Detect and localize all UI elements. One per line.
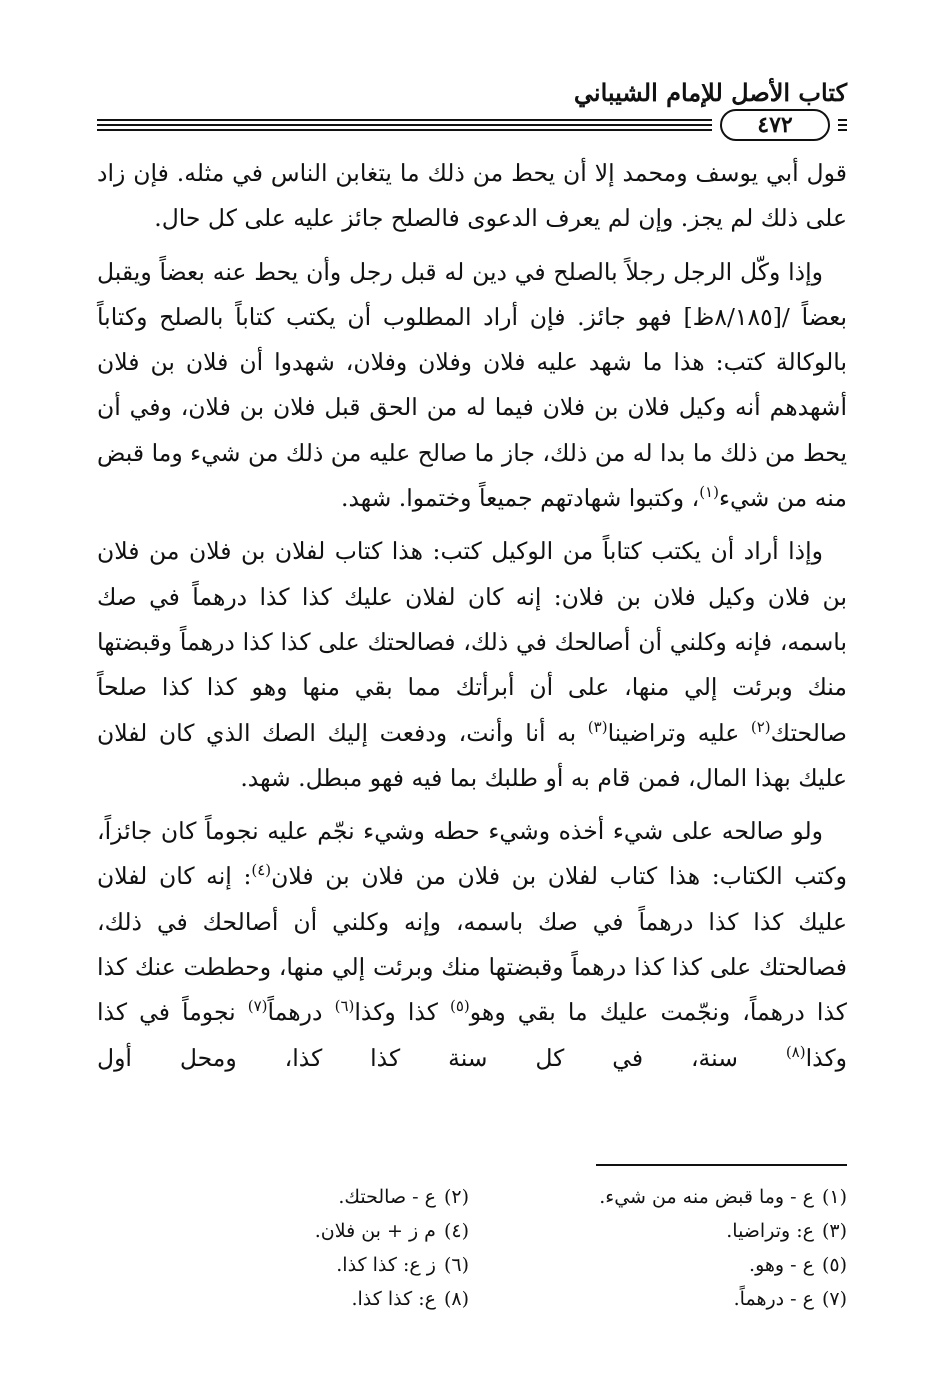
- footnote-number: (٢): [443, 1186, 469, 1208]
- footnote-row: [97, 1282, 847, 1316]
- paragraph-3-text-c: به أنا وأنت، ودفعت إليك الصك الذي كان لفلان عليك بهذا المال، فمن قام به أو طلبك بما فيه فهو مبطل. شهد.: [97, 718, 847, 792]
- footnote-2: [338, 1180, 469, 1214]
- footnote-text: ع: وتراضيا.: [726, 1220, 814, 1242]
- paragraph-1: [97, 151, 847, 242]
- footnote-ref-6: (٦): [334, 997, 355, 1016]
- footnote-5: [749, 1248, 847, 1282]
- footnote-number: (٦): [443, 1254, 469, 1276]
- footnote-6: [336, 1248, 469, 1282]
- paragraph-3: [97, 529, 847, 801]
- paragraph-4-text-f: سنة، في كل سنة كذا كذا، ومحل أول: [97, 1043, 786, 1072]
- footnote-number: (٨): [443, 1288, 469, 1310]
- footnote-text: ز ع: كذا كذا.: [336, 1254, 436, 1276]
- footnote-number: (٧): [821, 1288, 847, 1310]
- footnote-text: ع - درهماً.: [733, 1288, 814, 1310]
- paragraph-3-text-b: عليه وتراضينا: [607, 718, 751, 747]
- paragraph-4-text-d: درهماً: [267, 998, 335, 1027]
- paragraph-4: [97, 809, 847, 1081]
- footnote-text: ع - وهو.: [749, 1254, 814, 1276]
- running-header-title: كتاب الأصل للإمام الشيباني: [573, 78, 847, 107]
- paragraph-4-text-b: : إنه كان لفلان عليك كذا كذا درهماً في صك باسمه، وإنه وكلني أن أصالحك في ذلك، فصالحتك على كذا كذا درهماً وقبضتها منك وبرئت إلي منها، وحططت عنك كذا كذا درهماً، ونجّمت عليك ما بقي وهو: [97, 862, 847, 1027]
- footnote-text: ع: كذا كذا.: [351, 1288, 436, 1310]
- paragraph-3-text-a: وإذا أراد أن يكتب كتاباً من الوكيل كتب: هذا كتاب لفلان بن فلان من فلان بن فلان وكيل فلان بن فلان: إنه كان لفلان عليك كذا كذا درهماً في صك باسمه، فإنه وكلني أن أصالحك في ذلك، فصالحتك على كذا كذا درهماً وقبضتها منك وبرئت إلي منها، على أن أبرأتك مما بقي منها وهو كذا كذا صلحاً صالحتك: [97, 537, 847, 747]
- footnote-ref-1: (١): [699, 483, 719, 502]
- footnote-ref-3: (٣): [587, 717, 608, 736]
- footnote-ref-2: (٢): [750, 717, 771, 736]
- paragraph-1-text: قول أبي يوسف ومحمد إلا أن يحط من ذلك ما يتغابن الناس في مثله. فإن زاد على ذلك لم يجز. وإن لم يعرف الدعوى فالصلح جائز عليه على كل حال.: [97, 159, 847, 233]
- footnote-number: (١): [821, 1186, 847, 1208]
- footnote-number: (٤): [443, 1220, 469, 1242]
- footnote-text: ع - وما قبض منه من شيء.: [599, 1186, 814, 1208]
- paragraph-2-text-b: ، وكتبوا شهادتهم جميعاً وختموا. شهد.: [340, 484, 700, 513]
- footnote-8: [351, 1282, 469, 1316]
- footnote-ref-7: (٧): [247, 997, 268, 1016]
- page-number-frame: [712, 108, 838, 140]
- footnotes: [97, 1180, 847, 1316]
- footnote-text: م ز + بن فلان.: [314, 1220, 436, 1242]
- footnote-ref-8: (٨): [785, 1042, 806, 1061]
- paragraph-2: [97, 250, 847, 522]
- footnote-number: (٥): [821, 1254, 847, 1276]
- page-number: ٤٧٢: [720, 109, 830, 141]
- paragraph-2-text-a: وإذا وكّل الرجل رجلاً بالصلح في دين له قبل رجل وأن يحط عنه بعضاً ويقبل بعضاً /[٨/١٨٥ظ] فهو جائز. فإن أراد المطلوب أن يكتب كتاباً بالصلح وكتاباً بالوكالة كتب: هذا ما شهد عليه فلان وفلان وفلان، شهدوا أن فلان بن فلان أشهدهم أنه وكيل فلان بن فلان فيما له من الحق قبل فلان بن فلان، وفي أن يحط من ذلك ما بدا له من ذلك، جاز ما صالح عليه من ذلك من شيء وما قبض منه من شيء: [97, 257, 847, 513]
- footnote-text: ع - صالحتك.: [338, 1186, 436, 1208]
- main-text: [97, 151, 847, 1089]
- footnote-row: [97, 1180, 847, 1214]
- footnote-row: [97, 1248, 847, 1282]
- paragraph-4-text-a: ولو صالحه على شيء أخذه وشيء حطه وشيء نجّم عليه نجوماً كان جائزاً، وكتب الكتاب: هذا كتاب لفلان بن فلان من فلان بن فلان: [97, 817, 847, 891]
- paragraph-4-text-c: كذا وكذا: [354, 998, 450, 1027]
- footnote-7: [734, 1282, 847, 1316]
- footnote-row: [97, 1214, 847, 1248]
- footnote-ref-4: (٤): [251, 861, 272, 880]
- footnote-4: [315, 1214, 469, 1248]
- footnote-separator: [596, 1164, 847, 1166]
- footnote-number: (٣): [821, 1220, 847, 1242]
- paragraph-4-text-e: نجوماً في كذا وكذا: [97, 998, 847, 1072]
- footnote-1: [599, 1180, 847, 1214]
- footnote-3: [726, 1214, 847, 1248]
- footnote-ref-5: (٥): [450, 997, 470, 1016]
